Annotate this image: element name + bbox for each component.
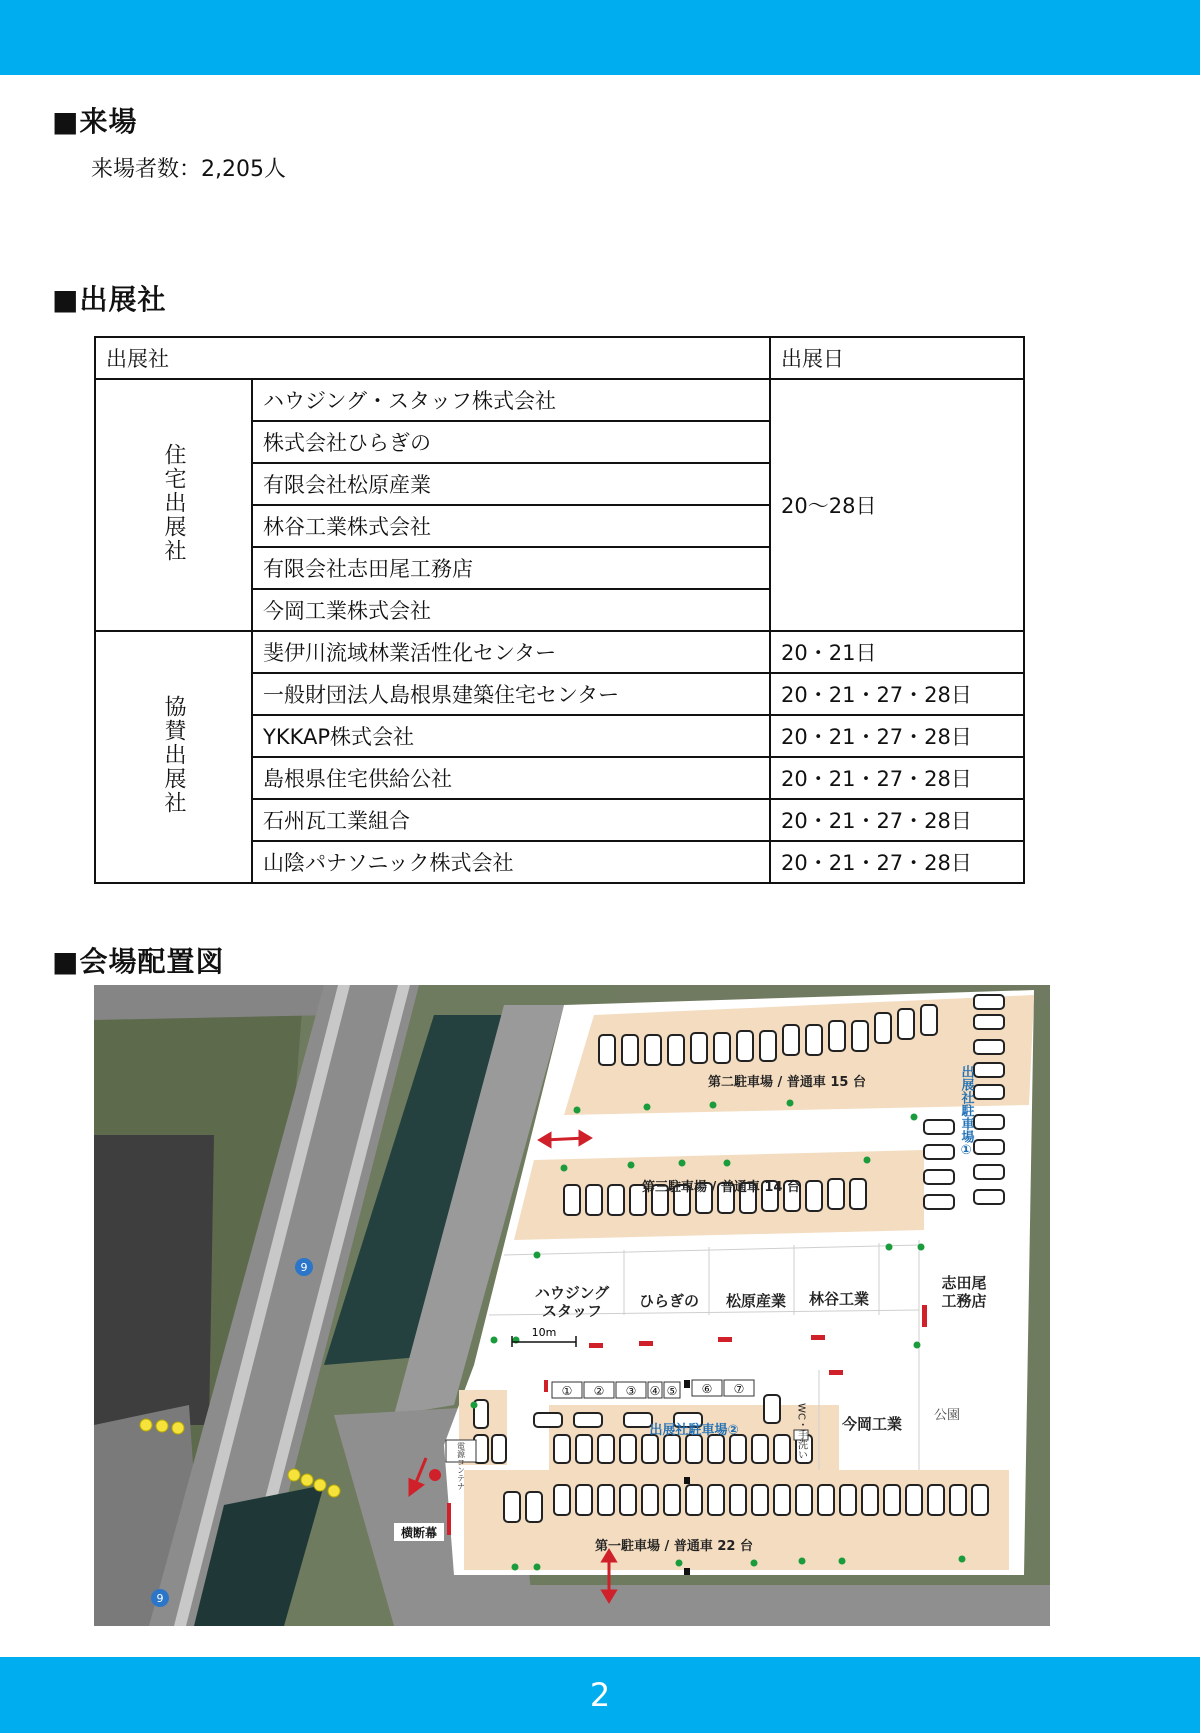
exhibitor-name: 斐伊川流域林業活性化センター — [252, 631, 770, 673]
bottom-banner — [0, 1657, 1200, 1733]
top-banner — [0, 0, 1200, 75]
exhibitor-date: 20・21・27・28日 — [770, 673, 1024, 715]
exhibitors-heading: ■出展社 — [52, 283, 167, 316]
exhibitor-name: 一般財団法人島根県建築住宅センター — [252, 673, 770, 715]
exhibitor-name: 山陰パナソニック株式会社 — [252, 841, 770, 883]
housing-group-cell — [95, 379, 252, 631]
booth-hayashitani: 林谷工業 — [808, 1290, 870, 1308]
table-header-row — [95, 337, 1024, 379]
booth-5: ⑤ — [666, 1384, 678, 1398]
booth-housing-staff-line2: スタッフ — [541, 1302, 603, 1320]
exhibitor-name: 石州瓦工業組合 — [252, 799, 770, 841]
wc-label: WC・手洗い — [795, 1403, 807, 1460]
exhibitor-date: 20・21日 — [770, 631, 1024, 673]
exhibitor-name: ハウジング・スタッフ株式会社 — [252, 379, 770, 421]
exhibitor-lot-2-label: 出展社駐車場② — [649, 1423, 739, 1438]
exhibitor-name: 株式会社ひらぎの — [252, 421, 770, 463]
exhibitor-date: 20・21・27・28日 — [770, 841, 1024, 883]
exhibitor-name: 今岡工業株式会社 — [252, 589, 770, 631]
lot-3-label: 第三駐車場 / 普通車 14 台 — [642, 1180, 800, 1195]
header-date: 出展日 — [770, 337, 1024, 379]
booth-shidao-line2: 工務店 — [941, 1292, 987, 1310]
booth-2: ② — [593, 1384, 605, 1398]
exhibitor-name: 林谷工業株式会社 — [252, 505, 770, 547]
container-label: 電源コンテナ — [456, 1442, 466, 1490]
banner-label: 横断幕 — [400, 1526, 438, 1540]
lot-2-label: 第二駐車場 / 普通車 15 台 — [708, 1075, 866, 1090]
housing-group-date: 20～28日 — [770, 379, 1024, 631]
route-9-lower: 9 — [156, 1592, 164, 1605]
map-heading: ■会場配置図 — [52, 945, 225, 978]
exhibitor-lot-1-label: 出展社駐車場① — [958, 1065, 974, 1158]
booth-4: ④ — [649, 1384, 661, 1398]
exhibitor-date: 20・21・27・28日 — [770, 757, 1024, 799]
venue-map — [94, 985, 1050, 1626]
booth-imaoka: 今岡工業 — [841, 1415, 903, 1433]
booth-shidao-line1: 志田尾 — [941, 1274, 987, 1292]
exhibitors-table — [94, 336, 1025, 884]
exhibitor-name: 有限会社松原産業 — [252, 463, 770, 505]
page-number: 2 — [589, 1676, 611, 1714]
booth-7: ⑦ — [733, 1382, 745, 1396]
booth-hiragino: ひらぎの — [638, 1292, 700, 1310]
table-row — [95, 379, 1024, 421]
table-row — [95, 631, 1024, 673]
booth-6: ⑥ — [701, 1382, 713, 1396]
exhibitor-date: 20・21・27・28日 — [770, 799, 1024, 841]
sponsor-group-label: 協賛出展社 — [161, 694, 186, 815]
booth-3: ③ — [625, 1384, 637, 1398]
park-label: 公園 — [933, 1408, 961, 1423]
booth-matsubara: 松原産業 — [725, 1292, 787, 1310]
lot-1-label: 第一駐車場 / 普通車 22 台 — [595, 1539, 753, 1554]
exhibitor-name: 島根県住宅供給公社 — [252, 757, 770, 799]
exhibitor-name: 有限会社志田尾工務店 — [252, 547, 770, 589]
booth-1: ① — [561, 1384, 573, 1398]
booth-housing-staff-line1: ハウジング — [534, 1284, 610, 1302]
attendance-count: 来場者数：2,205人 — [91, 157, 286, 182]
attendance-heading: ■来場 — [52, 105, 138, 138]
route-9-upper: 9 — [300, 1261, 308, 1274]
scale-label: 10m — [531, 1326, 557, 1339]
header-exhibitor: 出展社 — [95, 337, 770, 379]
housing-group-label: 住宅出展社 — [161, 442, 186, 563]
sponsor-group-cell — [95, 631, 252, 883]
exhibitor-date: 20・21・27・28日 — [770, 715, 1024, 757]
exhibitor-name: YKKAP株式会社 — [252, 715, 770, 757]
